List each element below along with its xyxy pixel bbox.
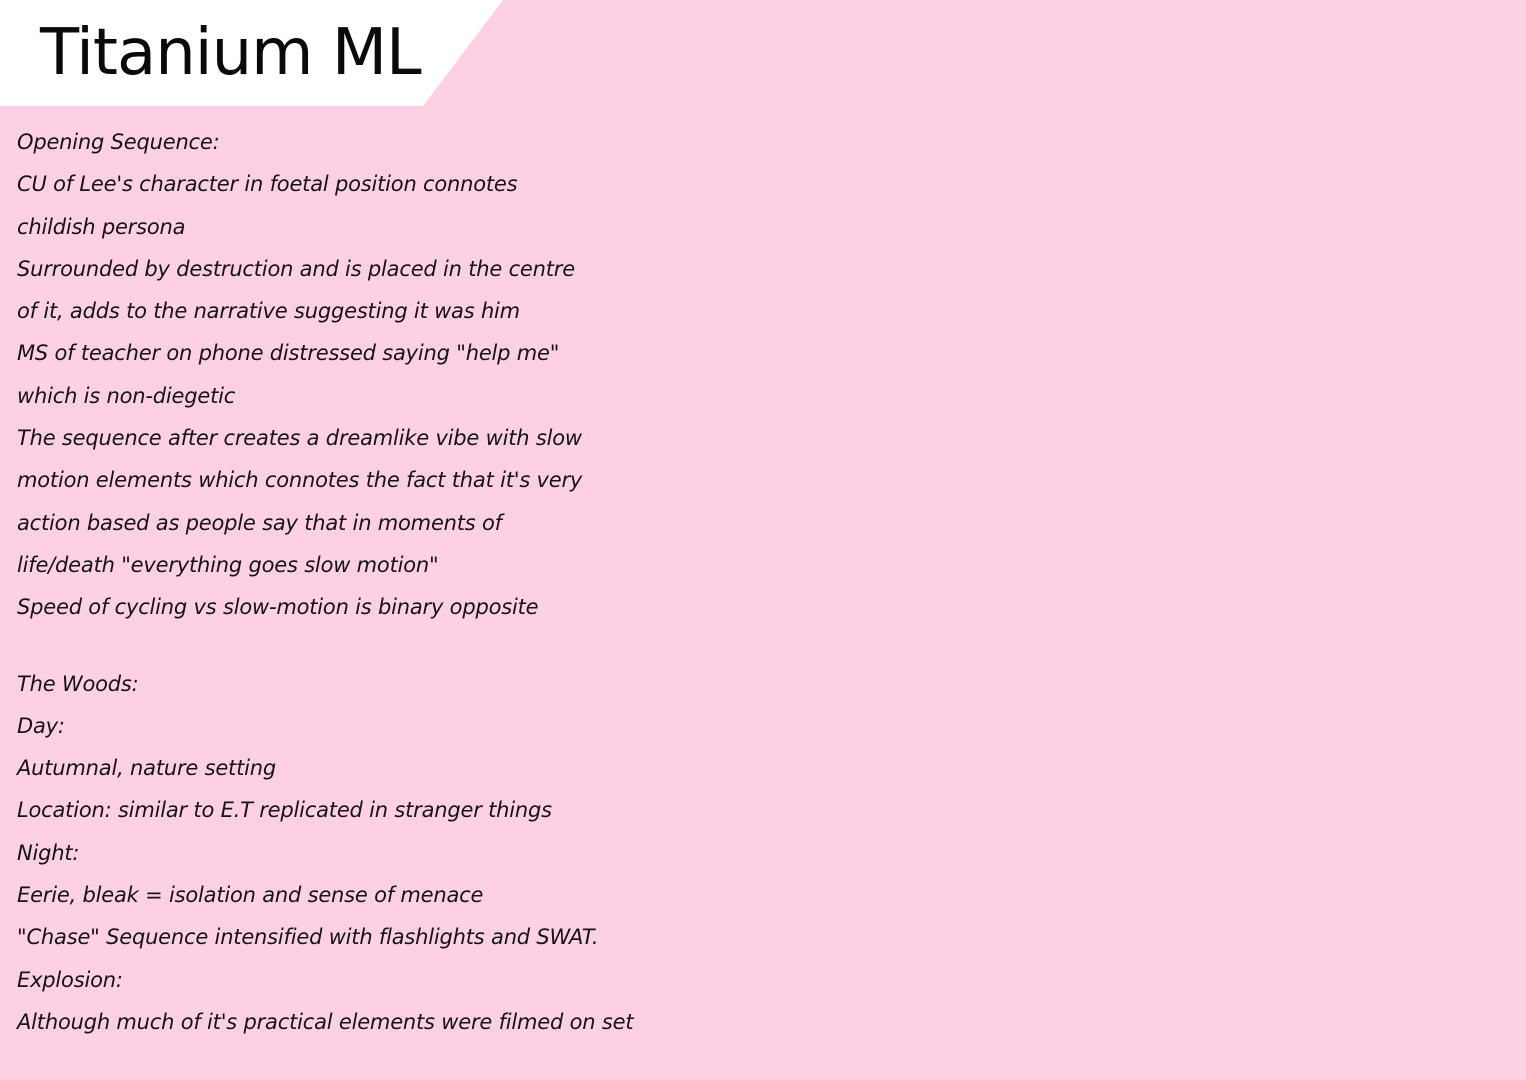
note-line: Location: similar to E.T replicated in stranger things — [17, 798, 552, 823]
note-line: "Chase" Sequence intensified with flashlights and SWAT. — [17, 925, 599, 950]
note-line: action based as people say that in moments of — [17, 510, 502, 535]
note-line: of it, adds to the narrative suggesting it was him — [17, 299, 520, 324]
note-line: Eerie, bleak = isolation and sense of menace — [17, 883, 484, 908]
section-opening-sequence — [17, 121, 717, 629]
subsection-heading: Explosion: — [17, 967, 123, 992]
notes-body — [17, 121, 717, 1043]
note-line: CU of Lee's character in foetal position connotes — [17, 172, 518, 197]
page-title: Titanium ML — [40, 16, 421, 90]
note-line: which is non-diegetic — [17, 383, 236, 408]
note-line: Although much of it's practical elements were filmed on set — [17, 1009, 634, 1034]
note-line: Autumnal, nature setting — [17, 756, 276, 781]
note-line: childish persona — [17, 214, 186, 239]
note-line: The sequence after creates a dreamlike vibe with slow — [17, 426, 582, 451]
section-heading: Opening Sequence: — [17, 130, 220, 154]
title-banner — [0, 0, 1526, 106]
note-line: motion elements which connotes the fact that it's very — [17, 468, 583, 493]
note-line: life/death "everything goes slow motion" — [17, 552, 439, 577]
note-line: Speed of cycling vs slow-motion is binary opposite — [17, 595, 539, 620]
note-line: MS of teacher on phone distressed saying "help me" — [17, 341, 560, 366]
subsection-heading: Day: — [17, 713, 65, 738]
section-heading: The Woods: — [17, 671, 139, 696]
subsection-heading: Night: — [17, 840, 80, 865]
note-line: Surrounded by destruction and is placed in the centre — [17, 256, 575, 281]
section-the-woods — [17, 663, 717, 1044]
